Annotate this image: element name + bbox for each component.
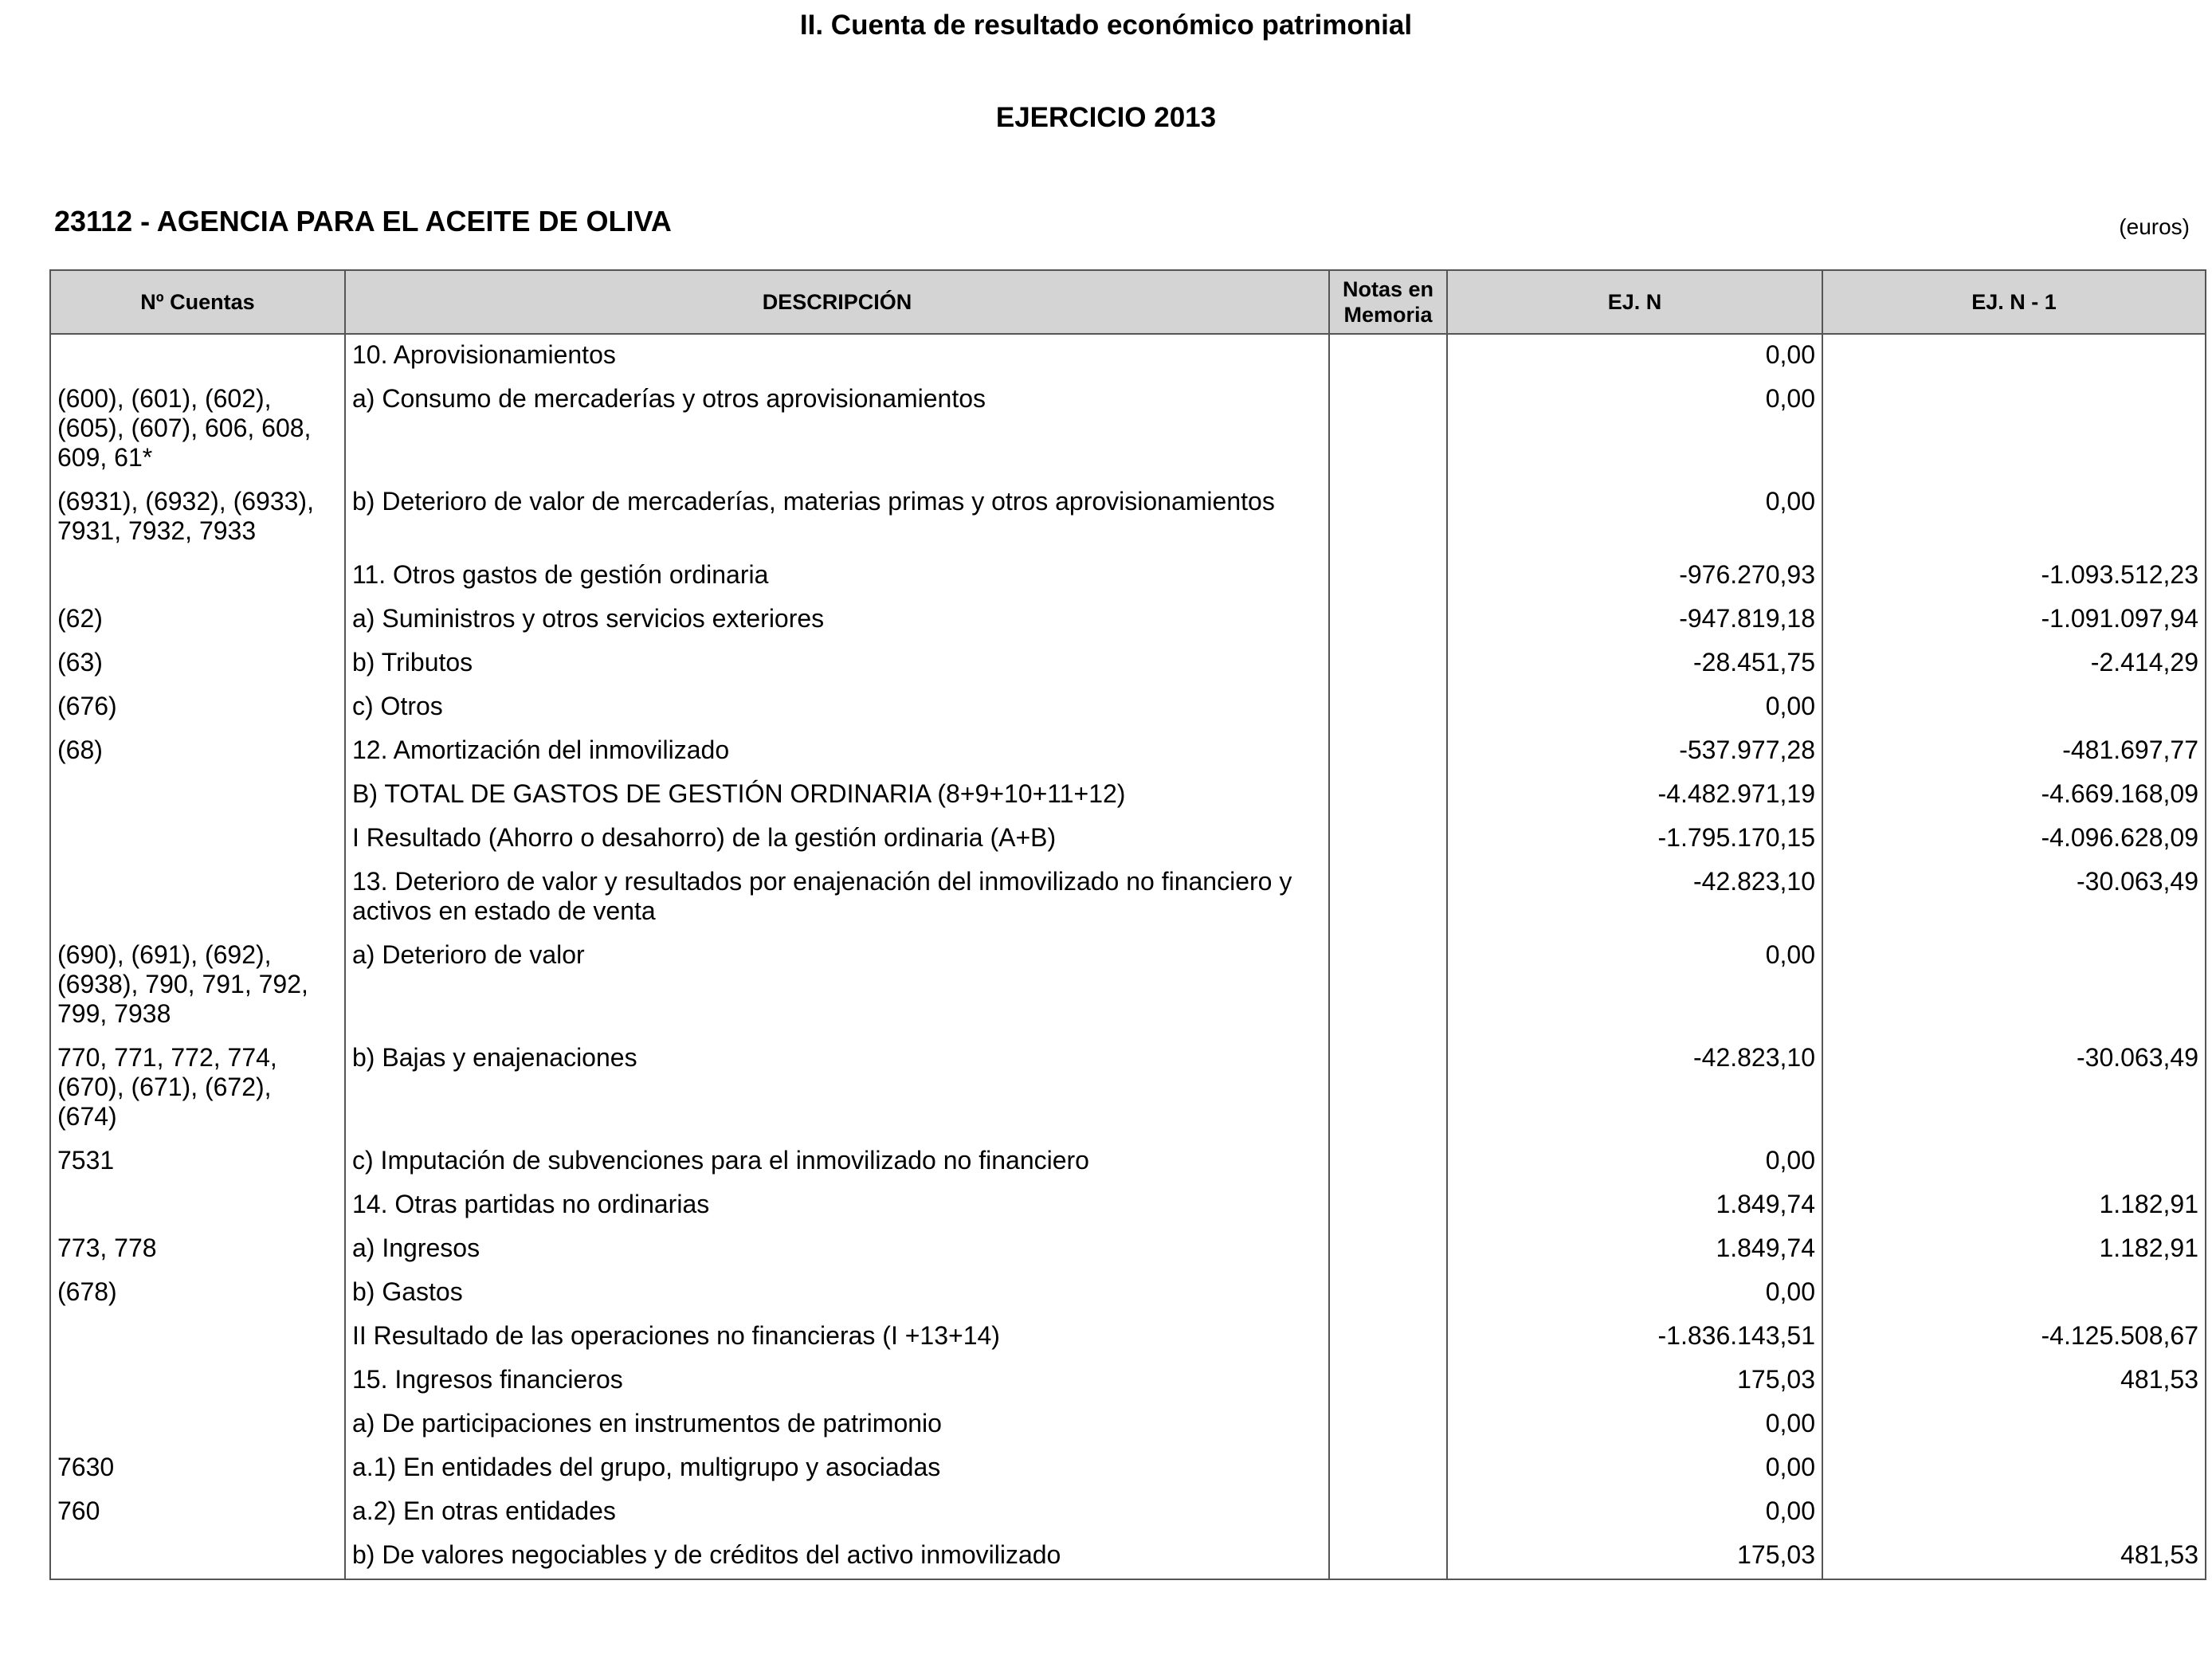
cell-descripcion: c) Imputación de subvenciones para el inmovilizado no financiero xyxy=(345,1140,1329,1184)
cell-ej-n-1 xyxy=(1822,1403,2206,1447)
cell-notas xyxy=(1329,481,1447,555)
cell-ej-n-1: -1.091.097,94 xyxy=(1822,598,2206,642)
cell-ej-n-1: 1.182,91 xyxy=(1822,1184,2206,1228)
cell-descripcion: b) Tributos xyxy=(345,642,1329,686)
cell-ej-n: 175,03 xyxy=(1447,1359,1822,1403)
table-row xyxy=(50,774,2206,818)
cell-notas xyxy=(1329,555,1447,598)
cell-ej-n-1 xyxy=(1822,1491,2206,1535)
table-row xyxy=(50,1037,2206,1140)
cell-cuentas: (6931), (6932), (6933), 7931, 7932, 7933 xyxy=(50,481,345,555)
cell-descripcion: a) Ingresos xyxy=(345,1228,1329,1272)
cell-notas xyxy=(1329,1140,1447,1184)
cell-ej-n-1: -30.063,49 xyxy=(1822,861,2206,935)
cell-descripcion: b) Deterioro de valor de mercaderías, materias primas y otros aprovisionamientos xyxy=(345,481,1329,555)
cell-ej-n: 0,00 xyxy=(1447,1491,1822,1535)
cell-ej-n: -4.482.971,19 xyxy=(1447,774,1822,818)
cell-cuentas xyxy=(50,1359,345,1403)
cell-descripcion: II Resultado de las operaciones no financieras (I +13+14) xyxy=(345,1316,1329,1359)
table-row xyxy=(50,818,2206,861)
cell-cuentas: 770, 771, 772, 774, (670), (671), (672), (674) xyxy=(50,1037,345,1140)
fiscal-year-heading: EJERCICIO 2013 xyxy=(995,102,1217,133)
cell-cuentas: (678) xyxy=(50,1272,345,1316)
cell-cuentas: (68) xyxy=(50,730,345,774)
cell-ej-n: -947.819,18 xyxy=(1447,598,1822,642)
cell-ej-n: -1.795.170,15 xyxy=(1447,818,1822,861)
cell-descripcion: a) De participaciones en instrumentos de patrimonio xyxy=(345,1403,1329,1447)
table-row xyxy=(50,334,2206,378)
table-row xyxy=(50,686,2206,730)
table-row xyxy=(50,555,2206,598)
cell-descripcion: a) Consumo de mercaderías y otros aprovisionamientos xyxy=(345,378,1329,481)
cell-cuentas xyxy=(50,1316,345,1359)
table-row xyxy=(50,642,2206,686)
table-row xyxy=(50,861,2206,935)
cell-notas xyxy=(1329,1272,1447,1316)
table-row xyxy=(50,1140,2206,1184)
cell-descripcion: a.2) En otras entidades xyxy=(345,1491,1329,1535)
table-header-row xyxy=(50,270,2206,334)
cell-notas xyxy=(1329,730,1447,774)
cell-notas xyxy=(1329,1037,1447,1140)
table-row xyxy=(50,598,2206,642)
cell-ej-n-1: -30.063,49 xyxy=(1822,1037,2206,1140)
cell-ej-n-1 xyxy=(1822,378,2206,481)
cell-cuentas: 760 xyxy=(50,1491,345,1535)
cell-ej-n-1: -481.697,77 xyxy=(1822,730,2206,774)
cell-cuentas xyxy=(50,1403,345,1447)
cell-ej-n: -42.823,10 xyxy=(1447,861,1822,935)
cell-ej-n-1 xyxy=(1822,481,2206,555)
cell-descripcion: 11. Otros gastos de gestión ordinaria xyxy=(345,555,1329,598)
table-row xyxy=(50,1491,2206,1535)
cell-ej-n: 0,00 xyxy=(1447,378,1822,481)
cell-notas xyxy=(1329,1447,1447,1491)
cell-ej-n: 0,00 xyxy=(1447,1272,1822,1316)
cell-ej-n-1: -1.093.512,23 xyxy=(1822,555,2206,598)
cell-notas xyxy=(1329,774,1447,818)
table-row xyxy=(50,1403,2206,1447)
income-statement-table xyxy=(49,269,2206,1580)
cell-cuentas xyxy=(50,1535,345,1579)
cell-ej-n-1 xyxy=(1822,1140,2206,1184)
cell-descripcion: a) Deterioro de valor xyxy=(345,935,1329,1037)
cell-ej-n: 0,00 xyxy=(1447,1140,1822,1184)
cell-descripcion: I Resultado (Ahorro o desahorro) de la gestión ordinaria (A+B) xyxy=(345,818,1329,861)
cell-ej-n: 0,00 xyxy=(1447,481,1822,555)
column-header-descripcion: DESCRIPCIÓN xyxy=(345,270,1329,334)
table-row xyxy=(50,1316,2206,1359)
cell-descripcion: B) TOTAL DE GASTOS DE GESTIÓN ORDINARIA (8+9+10+11+12) xyxy=(345,774,1329,818)
cell-ej-n-1: -2.414,29 xyxy=(1822,642,2206,686)
cell-ej-n-1: 481,53 xyxy=(1822,1359,2206,1403)
cell-ej-n: 0,00 xyxy=(1447,1403,1822,1447)
table-row xyxy=(50,1228,2206,1272)
cell-notas xyxy=(1329,1491,1447,1535)
cell-ej-n-1: 481,53 xyxy=(1822,1535,2206,1579)
report-title: II. Cuenta de resultado económico patrimonial xyxy=(799,10,1413,41)
cell-cuentas: (63) xyxy=(50,642,345,686)
cell-notas xyxy=(1329,1535,1447,1579)
cell-ej-n-1: 1.182,91 xyxy=(1822,1228,2206,1272)
table-row xyxy=(50,1184,2206,1228)
column-header-ej-n-1: EJ. N - 1 xyxy=(1822,270,2206,334)
cell-ej-n-1 xyxy=(1822,1447,2206,1491)
cell-ej-n-1: -4.125.508,67 xyxy=(1822,1316,2206,1359)
cell-descripcion: 14. Otras partidas no ordinarias xyxy=(345,1184,1329,1228)
cell-notas xyxy=(1329,686,1447,730)
cell-notas xyxy=(1329,1403,1447,1447)
cell-ej-n: 0,00 xyxy=(1447,686,1822,730)
cell-ej-n: 1.849,74 xyxy=(1447,1228,1822,1272)
cell-cuentas: (690), (691), (692), (6938), 790, 791, 792, 799, 7938 xyxy=(50,935,345,1037)
cell-descripcion: 10. Aprovisionamientos xyxy=(345,334,1329,378)
cell-cuentas: (62) xyxy=(50,598,345,642)
cell-cuentas: (600), (601), (602), (605), (607), 606, 608, 609, 61* xyxy=(50,378,345,481)
cell-notas xyxy=(1329,1316,1447,1359)
table-row xyxy=(50,1535,2206,1579)
cell-ej-n: 0,00 xyxy=(1447,1447,1822,1491)
table-row xyxy=(50,1359,2206,1403)
cell-cuentas xyxy=(50,861,345,935)
cell-ej-n: -976.270,93 xyxy=(1447,555,1822,598)
cell-cuentas xyxy=(50,1184,345,1228)
cell-descripcion: a.1) En entidades del grupo, multigrupo y asociadas xyxy=(345,1447,1329,1491)
cell-ej-n-1 xyxy=(1822,935,2206,1037)
cell-notas xyxy=(1329,1228,1447,1272)
cell-descripcion: b) Gastos xyxy=(345,1272,1329,1316)
cell-notas xyxy=(1329,598,1447,642)
cell-ej-n: 0,00 xyxy=(1447,334,1822,378)
cell-cuentas xyxy=(50,818,345,861)
cell-cuentas xyxy=(50,334,345,378)
cell-cuentas xyxy=(50,555,345,598)
cell-descripcion: 12. Amortización del inmovilizado xyxy=(345,730,1329,774)
cell-ej-n: 175,03 xyxy=(1447,1535,1822,1579)
table-row xyxy=(50,935,2206,1037)
cell-descripcion: 13. Deterioro de valor y resultados por enajenación del inmovilizado no financiero y activos en estado de venta xyxy=(345,861,1329,935)
cell-cuentas: 773, 778 xyxy=(50,1228,345,1272)
cell-descripcion: c) Otros xyxy=(345,686,1329,730)
cell-notas xyxy=(1329,642,1447,686)
table-row xyxy=(50,378,2206,481)
table-row xyxy=(50,481,2206,555)
cell-descripcion: b) De valores negociables y de créditos del activo inmovilizado xyxy=(345,1535,1329,1579)
cell-descripcion: b) Bajas y enajenaciones xyxy=(345,1037,1329,1140)
cell-notas xyxy=(1329,818,1447,861)
cell-ej-n: 1.849,74 xyxy=(1447,1184,1822,1228)
cell-notas xyxy=(1329,1359,1447,1403)
cell-cuentas xyxy=(50,774,345,818)
cell-ej-n: -1.836.143,51 xyxy=(1447,1316,1822,1359)
column-header-ej-n: EJ. N xyxy=(1447,270,1822,334)
cell-ej-n-1: -4.096.628,09 xyxy=(1822,818,2206,861)
cell-ej-n-1 xyxy=(1822,334,2206,378)
entity-name: 23112 - AGENCIA PARA EL ACEITE DE OLIVA xyxy=(54,205,672,237)
column-header-notas: Notas en Memoria xyxy=(1329,270,1447,334)
cell-descripcion: 15. Ingresos financieros xyxy=(345,1359,1329,1403)
cell-notas xyxy=(1329,334,1447,378)
currency-units: (euros) xyxy=(2119,214,2190,239)
cell-descripcion: a) Suministros y otros servicios exteriores xyxy=(345,598,1329,642)
cell-cuentas: 7630 xyxy=(50,1447,345,1491)
cell-ej-n: 0,00 xyxy=(1447,935,1822,1037)
column-header-cuentas: Nº Cuentas xyxy=(50,270,345,334)
cell-notas xyxy=(1329,378,1447,481)
cell-cuentas: (676) xyxy=(50,686,345,730)
cell-ej-n: -42.823,10 xyxy=(1447,1037,1822,1140)
cell-ej-n: -28.451,75 xyxy=(1447,642,1822,686)
cell-ej-n-1 xyxy=(1822,1272,2206,1316)
cell-notas xyxy=(1329,935,1447,1037)
cell-notas xyxy=(1329,861,1447,935)
cell-notas xyxy=(1329,1184,1447,1228)
table-row xyxy=(50,1272,2206,1316)
cell-ej-n: -537.977,28 xyxy=(1447,730,1822,774)
cell-ej-n-1 xyxy=(1822,686,2206,730)
cell-ej-n-1: -4.669.168,09 xyxy=(1822,774,2206,818)
table-row xyxy=(50,730,2206,774)
cell-cuentas: 7531 xyxy=(50,1140,345,1184)
table-row xyxy=(50,1447,2206,1491)
